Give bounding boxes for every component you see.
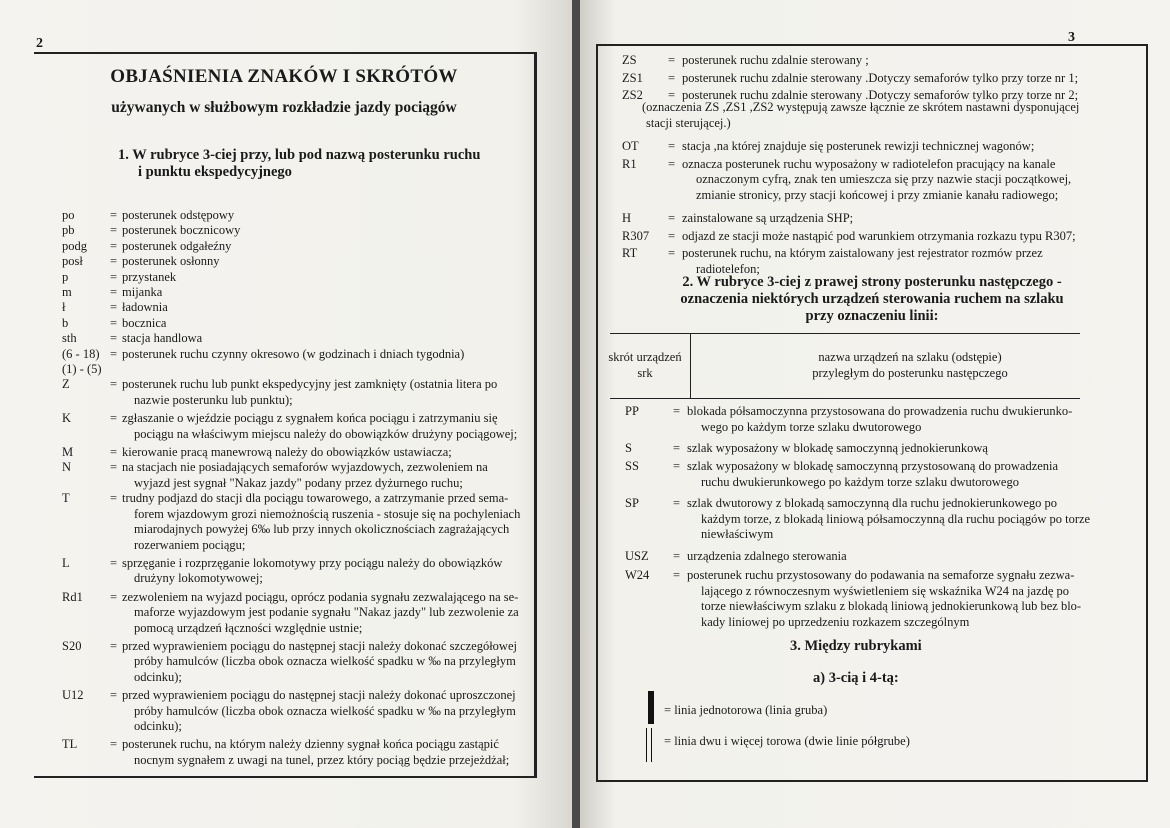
description-line: posterunek ruchu zdalnie sterowany ; (682, 53, 869, 67)
description-line: drużyny lokomotywowej; (134, 571, 263, 586)
equals-sign: = (110, 460, 118, 475)
equals-sign: = (110, 445, 118, 459)
description-line: forem wjazdowym grozi niemożnością ruszenia - stosuje się na pochyleniach (134, 506, 521, 521)
description (687, 568, 1081, 630)
equals-sign: = (668, 53, 676, 67)
table-header-col2 (700, 350, 1120, 381)
abbreviation: (6 - 18) (62, 346, 100, 361)
description-line: posterunek bocznicowy (122, 223, 241, 238)
description (122, 411, 517, 442)
equals-sign: = (668, 228, 676, 243)
description (687, 496, 1090, 543)
description-line: kierowanie pracą manewrową należy do obowiązków ustawiacza; (122, 445, 452, 459)
equals-sign: = (673, 496, 681, 510)
abbreviation: U12 (62, 688, 84, 702)
section-1-line-2: i punktu ekspedycyjnego (138, 164, 292, 180)
description (687, 404, 1072, 435)
description (122, 491, 520, 553)
description (122, 300, 168, 316)
legend-double-track: = linia dwu i więcej torowa (dwie linie półgrube) (664, 734, 910, 748)
zs-note-line-2: stacji sterującej.) (646, 115, 731, 130)
equals-sign: = (110, 285, 118, 299)
abbreviation: b (62, 315, 69, 330)
page-subtitle: używanych w służbowym rozkładzie jazdy pociągów (111, 99, 457, 116)
description-line: zgłaszanie o wjeździe pociągu z sygnałem końca pociągu i zatrzymaniu się (122, 411, 498, 426)
description-line: przystanek (122, 269, 177, 284)
description-line: próby hamulców (liczba obok oznacza wielkość spadku w ‰ na przyległym (134, 703, 516, 718)
description (122, 639, 517, 686)
equals-sign: = (110, 300, 118, 315)
description (122, 445, 452, 461)
single-track-line-symbol (648, 691, 654, 724)
description (687, 459, 1058, 490)
description-line: zezwoleniem na wyjazd pociągu, oprócz podania sygnału zezwalającego na se- (122, 589, 519, 604)
description (682, 139, 1034, 155)
description-line: wego po każdym torze szlaku dwutorowego (701, 419, 922, 434)
equals-sign: = (110, 238, 118, 253)
description-line: lającego z równoczesnym wyświetleniem się wskaźnika W24 na jazdę po (701, 583, 1070, 598)
description (122, 239, 231, 255)
equals-sign: = (673, 440, 681, 455)
description-line: oznaczonym cyfrą, znak ten umieszcza się przy nazwie stacji początkowej, (696, 172, 1072, 186)
section-1-line-1: 1. W rubryce 3-ciej przy, lub pod nazwą posterunku ruchu (118, 147, 481, 163)
description (682, 211, 853, 227)
description-line: posterunek ruchu, na którym zaistalowany jest rejestrator rozmów przez (682, 246, 1043, 260)
equals-sign: = (668, 156, 676, 171)
equals-sign: = (110, 377, 118, 392)
abbreviation: SS (625, 459, 639, 474)
table-header-col2-line1: nazwa urządzeń na szlaku (odstępie) (818, 350, 1002, 364)
description-line: ładownia (122, 300, 168, 315)
description (122, 347, 464, 363)
abbreviation: R307 (622, 228, 650, 243)
abbreviation: podg (62, 238, 87, 253)
description-line: miarodajnych powyżej 6‰ lub przy innych okolicznościach zagrażających (134, 522, 510, 537)
description-line: trudny podjazd do stacji dla pociągu towarowego, a zatrzymanie przed sema- (122, 491, 509, 506)
description-line: torze niewłaściwym szlaku z blokadą liniową jednokierunkową lub bez blo- (701, 599, 1082, 614)
equals-sign: = (668, 139, 676, 153)
abbreviation: R1 (622, 156, 637, 171)
equals-sign: = (110, 254, 118, 269)
table-top-rule (610, 333, 1080, 334)
equals-sign: = (668, 211, 676, 225)
description-line: nazwie posterunku lub punktu); (134, 392, 293, 407)
page-number: 2 (36, 36, 43, 51)
description (122, 460, 488, 491)
abbreviation: TL (62, 737, 78, 752)
description-line: szlak dwutorowy z blokadą samoczynną dla ruchu jednokierunkowego po (687, 496, 1058, 510)
description-line: próby hamulców (liczba obok oznacza wielkość spadku w ‰ na przyległym (134, 654, 516, 669)
description-line: posterunek ruchu, na którym należy dzienny sygnał końca pociągu zastąpić (122, 737, 499, 752)
description-line: posterunek osłonny (122, 254, 220, 269)
description (687, 549, 847, 565)
description-line: posterunek odgałeźny (122, 238, 232, 253)
equals-sign: = (110, 223, 118, 238)
description (122, 590, 519, 637)
description (122, 270, 176, 286)
double-track-line-b (651, 728, 652, 762)
table-header-col2-line2: przyległym do posterunku następczego (812, 365, 1008, 380)
description-line: odcinku); (134, 719, 182, 733)
description-line: bocznica (122, 315, 167, 330)
abbreviation: OT (622, 139, 639, 153)
description (682, 71, 1078, 87)
description-line: przed wyprawieniem pociągu do następnej stacji należy dokonać szczegółowej (122, 638, 517, 653)
equals-sign: = (673, 459, 681, 474)
description-line: kady liniowej po uprzedzeniu rozkazem szczególnym (701, 614, 970, 629)
section-2-line-1: 2. W rubryce 3-ciej z prawej strony posterunku następczego - (682, 274, 1062, 290)
description (122, 377, 497, 408)
equals-sign: = (668, 246, 676, 260)
table-column-divider (690, 334, 691, 398)
description-line: zmianie stronicy, przy stacji końcowej i przy zmianie kanału radiowego; (696, 187, 1059, 202)
abbreviation: W24 (625, 568, 650, 583)
abbreviation: Z (62, 377, 70, 392)
equals-sign: = (110, 346, 118, 361)
left-page (0, 0, 572, 828)
description-line: ruchu dwukierunkowego po każdym torze szlaku dwutorowego (701, 474, 1019, 489)
description (682, 229, 1076, 245)
description-line: stacja handlowa (122, 331, 203, 346)
equals-sign: = (110, 589, 118, 604)
section-3a-heading: a) 3-cią i 4-tą: (813, 670, 899, 686)
page-number: 3 (1068, 30, 1075, 45)
table-header-col1-line2: srk (637, 365, 653, 380)
description-line: przed wyprawieniem pociągu do następnej stacji należy dokonać uproszczonej (122, 688, 516, 702)
equals-sign: = (110, 688, 118, 702)
section-2-line-3: przy oznaczeniu linii: (805, 308, 939, 324)
description (122, 254, 220, 270)
section-3-heading: 3. Między rubrykami (790, 638, 922, 654)
description (682, 53, 869, 69)
right-page (580, 0, 1170, 828)
abbreviation: po (62, 208, 75, 222)
equals-sign: = (110, 555, 118, 570)
abbreviation: SP (625, 496, 639, 510)
description-line: pomocą urządzeń łączności względnie ustnie; (134, 620, 363, 635)
equals-sign: = (668, 88, 676, 102)
section-1-heading (118, 147, 480, 181)
legend-single-track: = linia jednotorowa (linia gruba) (664, 703, 828, 717)
description (122, 556, 502, 587)
abbreviation: T (62, 491, 70, 506)
description-line: odcinku); (134, 669, 182, 684)
legend-double-track-text: linia dwu i więcej torowa (dwie linie półgrube) (674, 734, 910, 748)
description-line: posterunek ruchu czynny okresowo (w godzinach i dniach tygodnia) (122, 346, 465, 361)
description (122, 285, 162, 301)
abbreviation: m (62, 285, 72, 299)
zs-note-line-1: (oznaczenia ZS ,ZS1 ,ZS2 występują zawsze łącznie ze skrótem nastawni dysponującej (642, 100, 1080, 114)
description-line: urządzenia zdalnego sterowania (687, 549, 847, 564)
description (122, 737, 509, 768)
equals-sign: = (110, 269, 118, 284)
equals-sign: = (110, 315, 118, 330)
description-line: posterunek ruchu przystosowany do podawania na semaforze sygnału zezwa- (687, 568, 1075, 583)
description (682, 246, 1043, 277)
description-line: radiotelefon; (696, 261, 760, 276)
abbreviation: N (62, 460, 72, 475)
description-line: wyjazd jest sygnał "Nakaz jazdy" podany przez dyżurnego ruchu; (134, 475, 463, 490)
section-2-line-2: oznaczenia niektórych urządzeń sterowania ruchem na szlaku (680, 291, 1064, 307)
description-line: szlak wyposażony w blokadę samoczynną przystosowaną do prowadzenia (687, 459, 1059, 474)
abbreviation: (1) - (5) (62, 362, 102, 376)
legend-single-track-text: linia jednotorowa (linia gruba) (674, 703, 828, 717)
equals-sign: = (110, 491, 118, 506)
equals-sign: = (673, 549, 681, 564)
description-line: posterunek ruchu lub punkt ekspedycyjny jest zamknięty (ostatnia litera po (122, 377, 498, 392)
equals-sign: = (673, 568, 681, 583)
description (122, 316, 166, 332)
abbreviation: S20 (62, 638, 82, 653)
equals-sign: = (110, 638, 118, 653)
abbreviation: K (62, 411, 72, 426)
description-line: szlak wyposażony w blokadę samoczynną jednokierunkową (687, 440, 988, 455)
abbreviation: S (625, 440, 632, 455)
description-line: zainstalowane są urządzenia SHP; (682, 211, 854, 225)
description-line: posterunek odstępowy (122, 208, 235, 222)
description (122, 688, 516, 735)
abbreviation: p (62, 269, 69, 284)
abbreviation: RT (622, 246, 638, 260)
abbreviation: PP (625, 404, 639, 418)
description (122, 223, 240, 239)
abbreviation: Rd1 (62, 589, 83, 604)
table-header-col1-line1: skrót urządzeń (608, 350, 682, 364)
page-title: OBJAŚNIENIA ZNAKÓW I SKRÓTÓW (110, 66, 458, 87)
abbreviation: USZ (625, 549, 649, 564)
equals-sign: = (110, 411, 118, 426)
abbreviation: L (62, 555, 70, 570)
abbreviation: ł (62, 300, 66, 315)
description-line: posterunek ruchu zdalnie sterowany .Dotyczy semaforów tylko przy torze nr 1; (682, 70, 1079, 85)
description-line: pociągu na właściwym miejscu należy do obowiązków drużyny pociągowej; (134, 426, 518, 441)
description-line: na stacjach nie posiadających semaforów wyjazdowych, zezwoleniem na (122, 460, 488, 475)
description-line: rozerwaniem pociągu; (134, 537, 246, 552)
description-line: maforze wyjazdowym jest podanie sygnału "Nakaz jazdy" lub zezwolenie za (134, 605, 519, 620)
description (122, 331, 202, 347)
equals-sign: = (110, 331, 118, 346)
description-line: blokada półsamoczynna przystosowana do prowadzenia ruchu dwukierunko- (687, 404, 1073, 418)
section-2-heading (596, 274, 1148, 325)
description-line: sprzęganie i rozprzęganie lokomotywy przy pociągu należy do obowiązków (122, 555, 503, 570)
description-line: posterunek ruchu zdalnie sterowany .Dotyczy semaforów tylko przy torze nr 2; (682, 88, 1079, 102)
abbreviation: ZS1 (622, 70, 643, 85)
abbreviation: ZS2 (622, 88, 643, 102)
abbreviation: pb (62, 223, 75, 238)
description-line: nocnym sygnałem z uwagi na tunel, przez który pociąg będzie przejeżdżał; (134, 752, 510, 767)
description (122, 208, 234, 224)
description-line: mijanka (122, 285, 163, 299)
description-line: każdym torze, z blokadą liniową półsamoczynną dla ruchu pociągów po torze (701, 511, 1091, 526)
equals-sign: = (668, 70, 676, 85)
equals-sign: = (110, 737, 118, 752)
zs-note (642, 100, 1132, 131)
description-line: oznacza posterunek ruchu wyposażony w radiotelefon pracujący na kanale (682, 156, 1056, 171)
description-line: odjazd ze stacji może nastąpić pod warunkiem otrzymania rozkazu typu R307; (682, 228, 1076, 243)
abbreviation: M (62, 445, 74, 459)
equals-sign: = (673, 404, 681, 418)
table-bottom-rule (610, 398, 1080, 399)
table-header-col1 (602, 350, 688, 381)
abbreviation: ZS (622, 53, 637, 67)
abbreviation: H (622, 211, 632, 225)
equals-sign: = (110, 208, 118, 222)
description (682, 157, 1071, 204)
description-line: stacja ,na której znajduje się posterunek rewizji technicznej wagonów; (682, 139, 1035, 153)
description (687, 441, 988, 457)
abbreviation: sth (62, 331, 77, 346)
double-track-line-a (646, 728, 647, 762)
abbreviation: posł (62, 254, 83, 269)
description-line: niewłaściwym (701, 527, 774, 541)
